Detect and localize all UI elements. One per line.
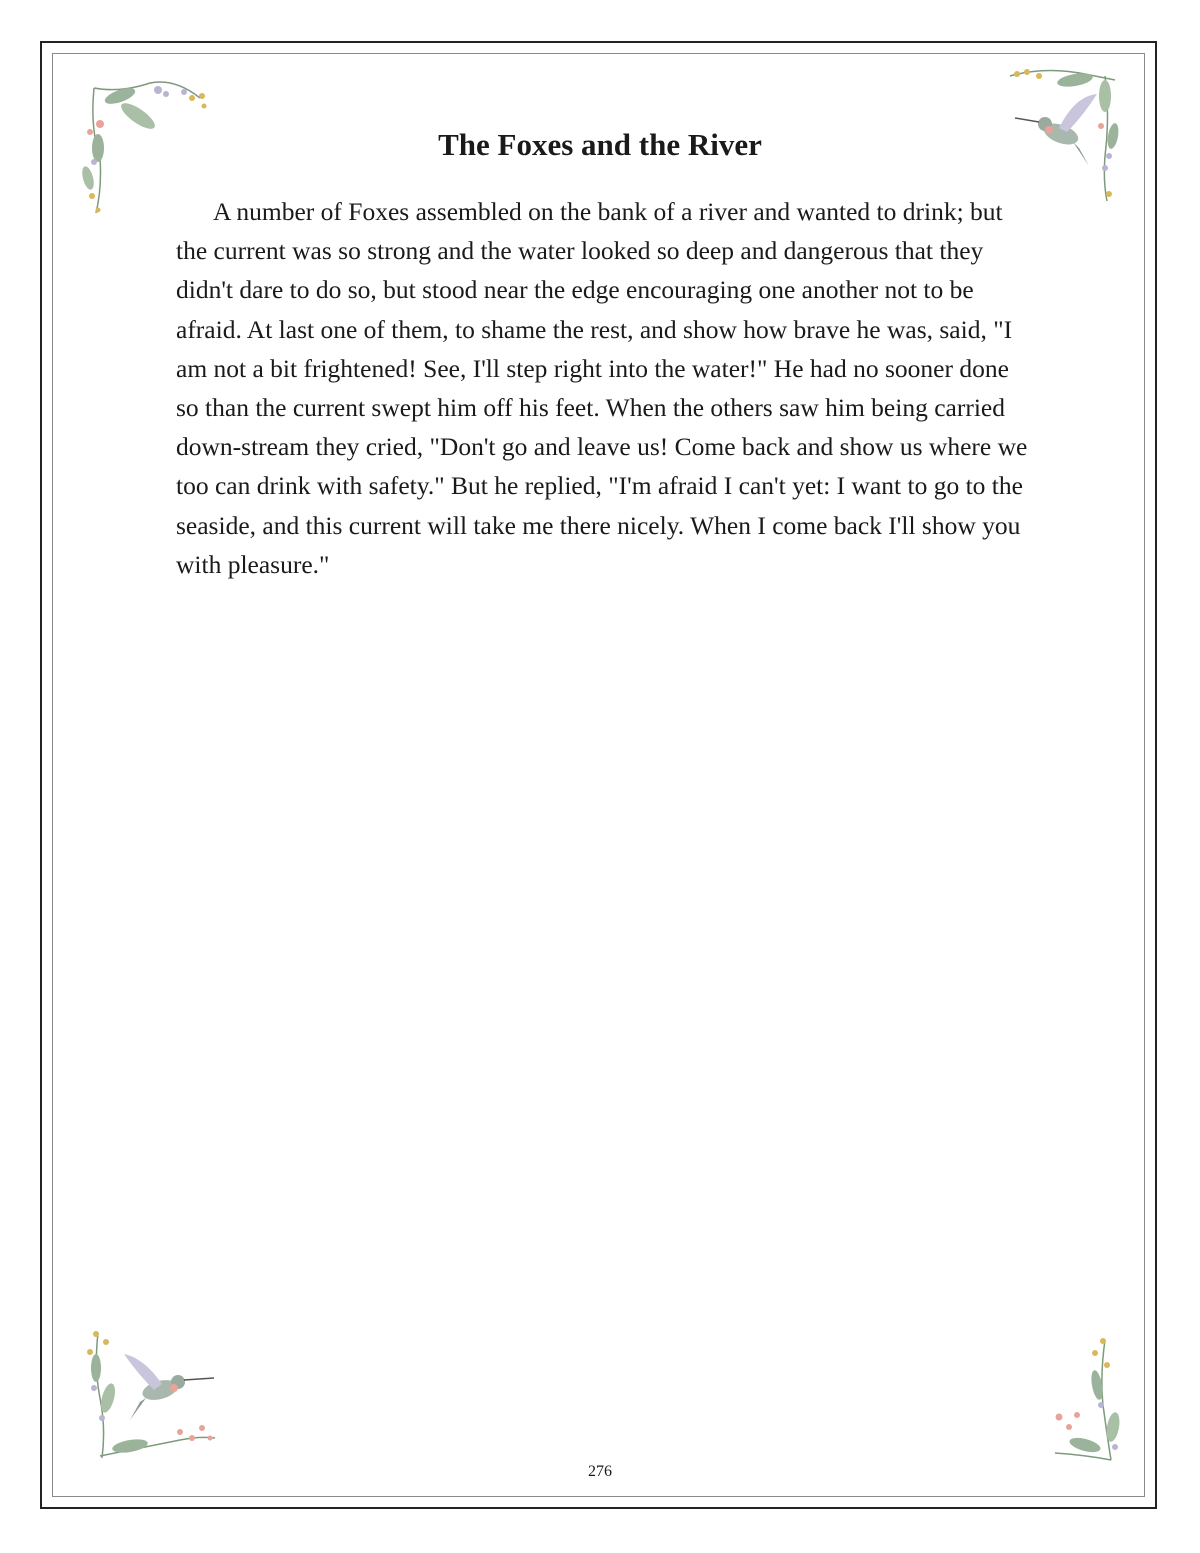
story-body-paragraph: A number of Foxes assembled on the bank of a river and wanted to drink; but the current was so strong and the water looked so deep and dangerous that they didn't dare to do so, but stood near the edge encouraging one another not to be afraid. At last one of them, to shame the rest, and show how brave he was, said, "I am not a bit frightened! See, I'll step right into the water!" He had no sooner done so than the current swept him off his feet. When the others saw him being carried down-stream they cried, "Don't go and leave us! Come back and show us where we too can drink with safety." But he replied, "I'm afraid I can't yet: I want to go to the seaside, and this current will take me there nicely. When I come back I'll show you with pleasure." [176, 197, 1028, 579]
page-number: 276 [588, 1463, 612, 1480]
floral-corner-bottom-left [80, 1328, 220, 1468]
floral-corner-bottom-right [1045, 1335, 1185, 1475]
page-title: The Foxes and the River [438, 127, 762, 162]
hummingbird-icon [124, 1354, 214, 1420]
